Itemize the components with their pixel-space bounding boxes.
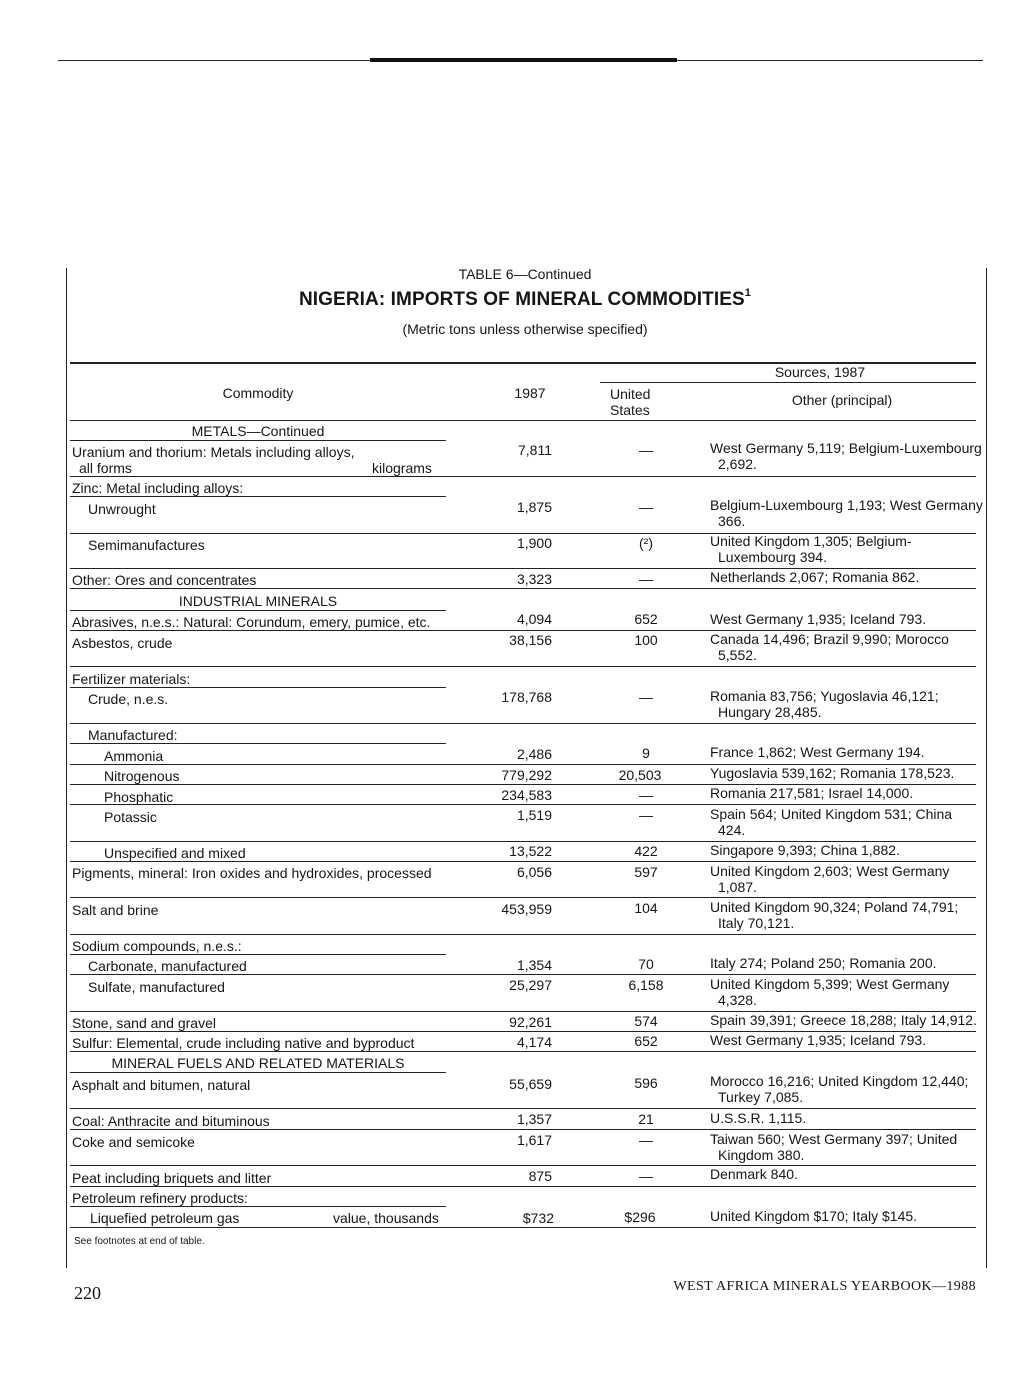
right-margin-rule [986,268,987,1268]
table-bottom-rule [70,1227,976,1228]
crude-1987: 178,768 [501,689,552,705]
nitrogenous-us: 20,503 [618,767,662,783]
page-number: 220 [74,1283,101,1303]
potassic-other-cont: 424. [718,822,746,838]
sulfur-us: 652 [634,1033,658,1049]
other-ores-1987: 3,323 [516,571,552,587]
section-industrial-minerals: INDUSTRIAL MINERALS [178,593,338,609]
asbestos-1987: 38,156 [509,632,552,648]
sources-span-rule [600,382,976,383]
row-rule [70,496,446,497]
header-other: Other (principal) [791,392,893,408]
manufactured-heading: Manufactured: [88,727,178,743]
asbestos-us: 100 [634,632,658,648]
unwrought-us: — [639,499,653,515]
table-title [0,289,1033,311]
row-rule [70,588,976,589]
header-sources: Sources, 1987 [774,364,866,380]
lpg-label: Liquefied petroleum gas [90,1210,240,1226]
unspecified-label: Unspecified and mixed [104,845,246,861]
unwrought-other: Belgium-Luxembourg 1,193; West Germany [710,497,983,513]
coal-label: Coal: Anthracite and bituminous [72,1113,270,1129]
lpg-other: United Kingdom $170; Italy $145. [710,1208,918,1224]
unspecified-1987: 13,522 [509,843,552,859]
coke-other: Taiwan 560; West Germany 397; United [710,1131,958,1147]
row-rule [70,1108,976,1109]
asphalt-us: 596 [634,1075,658,1091]
ammonia-1987: 2,486 [516,746,552,762]
abrasives-label: Abrasives, n.e.s.: Natural: Corundum, emery, pumice, etc. [72,614,431,630]
phosphatic-us: — [639,787,653,803]
pigments-1987: 6,056 [516,864,552,880]
coke-1987: 1,617 [516,1132,552,1148]
other-ores-label: Other: Ores and concentrates [72,572,257,588]
peat-us: — [639,1168,653,1184]
coke-us: — [639,1132,653,1148]
row-rule [70,723,976,724]
header-1987: 1987 [514,385,546,401]
sulfate-label: Sulfate, manufactured [88,979,225,995]
ammonia-other: France 1,862; West Germany 194. [710,744,925,760]
asphalt-other: Morocco 16,216; United Kingdom 12,440; [710,1073,969,1089]
top-rule-accent [370,58,677,62]
stone-label: Stone, sand and gravel [72,1015,216,1031]
row-rule [70,897,976,898]
semimanufactures-label: Semimanufactures [88,537,205,553]
phosphatic-other: Romania 217,581; Israel 14,000. [710,785,914,801]
coal-1987: 1,357 [516,1111,552,1127]
peat-other: Denmark 840. [710,1166,798,1182]
uranium-label: Uranium and thorium: Metals including alloys, [72,444,355,460]
row-rule [70,440,446,441]
other-ores-us: — [639,571,653,587]
row-rule [70,934,976,935]
row-rule [70,974,976,975]
potassic-other: Spain 564; United Kingdom 531; China [710,806,953,822]
asbestos-label: Asbestos, crude [72,635,173,651]
row-rule [70,1129,976,1130]
semimanufactures-us: (²) [639,535,653,551]
carbonate-1987: 1,354 [516,957,552,973]
other-ores-other: Netherlands 2,067; Romania 862. [710,569,920,585]
semimanufactures-other-cont: Luxembourg 394. [718,549,827,565]
running-head: WEST AFRICA MINERALS YEARBOOK—1988 [673,1279,976,1294]
potassic-us: — [639,807,653,823]
petroleum-heading: Petroleum refinery products: [72,1190,248,1206]
uranium-1987: 7,811 [518,442,552,458]
stone-other: Spain 39,391; Greece 18,288; Italy 14,912. [710,1012,977,1028]
ammonia-us: 9 [642,745,650,761]
pigments-label: Pigments, mineral: Iron oxides and hydroxides, processed [72,865,432,881]
crude-other-cont: Hungary 28,485. [718,704,822,720]
zinc-heading: Zinc: Metal including alloys: [72,480,244,496]
unwrought-label: Unwrought [88,501,156,517]
row-rule [70,1072,446,1073]
lpg-unit: value, thousands [333,1210,439,1226]
abrasives-us: 652 [634,611,658,627]
carbonate-other: Italy 274; Poland 250; Romania 200. [710,955,937,971]
sulfur-1987: 4,174 [516,1034,552,1050]
sodium-heading: Sodium compounds, n.e.s.: [72,938,242,954]
asphalt-other-cont: Turkey 7,085. [718,1089,804,1105]
abrasives-other: West Germany 1,935; Iceland 793. [710,611,927,627]
asbestos-other-cont: 5,552. [718,647,757,663]
unspecified-other: Singapore 9,393; China 1,882. [710,842,900,858]
row-rule [70,861,976,862]
salt-1987: 453,959 [501,901,552,917]
row-rule [70,476,976,477]
left-margin-rule [66,268,67,1268]
carbonate-us: 70 [638,956,654,972]
unwrought-1987: 1,875 [516,499,552,515]
sulfur-label: Sulfur: Elemental, crude including native and byproduct [72,1035,415,1051]
salt-other: United Kingdom 90,324; Poland 74,791; [710,899,959,915]
phosphatic-1987: 234,583 [501,787,552,803]
uranium-us: — [639,442,653,458]
header-commodity: Commodity [222,385,294,401]
row-rule [70,1186,976,1187]
uranium-label-cont: all forms [79,460,132,476]
salt-us: 104 [634,900,658,916]
coal-us: 21 [638,1111,654,1127]
row-rule [70,954,446,955]
sulfur-other: West Germany 1,935; Iceland 793. [710,1032,927,1048]
abrasives-1987: 4,094 [516,611,552,627]
uranium-unit: kilograms [372,460,432,476]
pigments-other-cont: 1,087. [718,879,757,895]
phosphatic-label: Phosphatic [104,789,174,805]
lpg-1987: $732 [522,1210,554,1226]
table-subtitle: (Metric tons unless otherwise specified) [402,321,648,337]
crude-label: Crude, n.e.s. [88,691,169,707]
crude-other: Romania 83,756; Yugoslavia 46,121; [710,688,939,704]
carbonate-label: Carbonate, manufactured [88,958,247,974]
title-text: NIGERIA: IMPORTS OF MINERAL COMMODITIES [298,289,745,310]
asphalt-1987: 55,659 [509,1076,552,1092]
uranium-other-cont: 2,692. [718,456,757,472]
row-rule [70,687,446,688]
peat-1987: 875 [528,1168,552,1184]
coke-other-cont: Kingdom 380. [718,1147,805,1163]
pigments-us: 597 [634,864,658,880]
ammonia-label: Ammonia [104,748,164,764]
nitrogenous-other: Yugoslavia 539,162; Romania 178,523. [710,765,955,781]
row-rule [70,1051,976,1052]
asphalt-label: Asphalt and bitumen, natural [72,1077,251,1093]
uranium-other: West Germany 5,119; Belgium-Luxembourg [710,440,982,456]
header-united-states: United States [610,386,651,418]
unspecified-us: 422 [634,843,658,859]
lpg-us: $296 [624,1209,656,1225]
salt-label: Salt and brine [72,902,159,918]
footnote: See footnotes at end of table. [74,1236,205,1247]
sulfate-1987: 25,297 [509,977,552,993]
potassic-label: Potassic [104,809,157,825]
stone-1987: 92,261 [509,1014,552,1030]
stone-us: 574 [634,1013,658,1029]
nitrogenous-1987: 779,292 [501,767,552,783]
salt-other-cont: Italy 70,121. [718,915,795,931]
row-rule [70,1206,446,1207]
sulfate-other-cont: 4,328. [718,992,757,1008]
sulfate-other: United Kingdom 5,399; West Germany [710,976,950,992]
header-bottom-rule [70,420,976,421]
pigments-other: United Kingdom 2,603; West Germany [710,863,950,879]
peat-label: Peat including briquets and litter [72,1170,272,1186]
unwrought-other-cont: 366. [718,513,746,529]
section-mineral-fuels: MINERAL FUELS AND RELATED MATERIALS [111,1055,405,1071]
nitrogenous-label: Nitrogenous [104,768,180,784]
sulfate-us: 6,158 [628,977,664,993]
row-rule [70,743,446,744]
potassic-1987: 1,519 [516,807,552,823]
coke-label: Coke and semicoke [72,1134,195,1150]
row-rule [70,1165,976,1166]
row-rule [70,804,976,805]
section-metals: METALS—Continued [191,423,325,439]
crude-us: — [639,689,653,705]
row-rule [70,610,446,611]
coal-other: U.S.S.R. 1,115. [710,1110,807,1126]
table-label: TABLE 6—Continued [458,266,592,282]
fertilizer-heading: Fertilizer materials: [72,671,191,687]
row-rule [70,666,976,667]
asbestos-other: Canada 14,496; Brazil 9,990; Morocco [710,631,949,647]
semimanufactures-1987: 1,900 [516,535,552,551]
semimanufactures-other: United Kingdom 1,305; Belgium- [710,533,912,549]
title-footnote-marker: 1 [744,287,752,299]
